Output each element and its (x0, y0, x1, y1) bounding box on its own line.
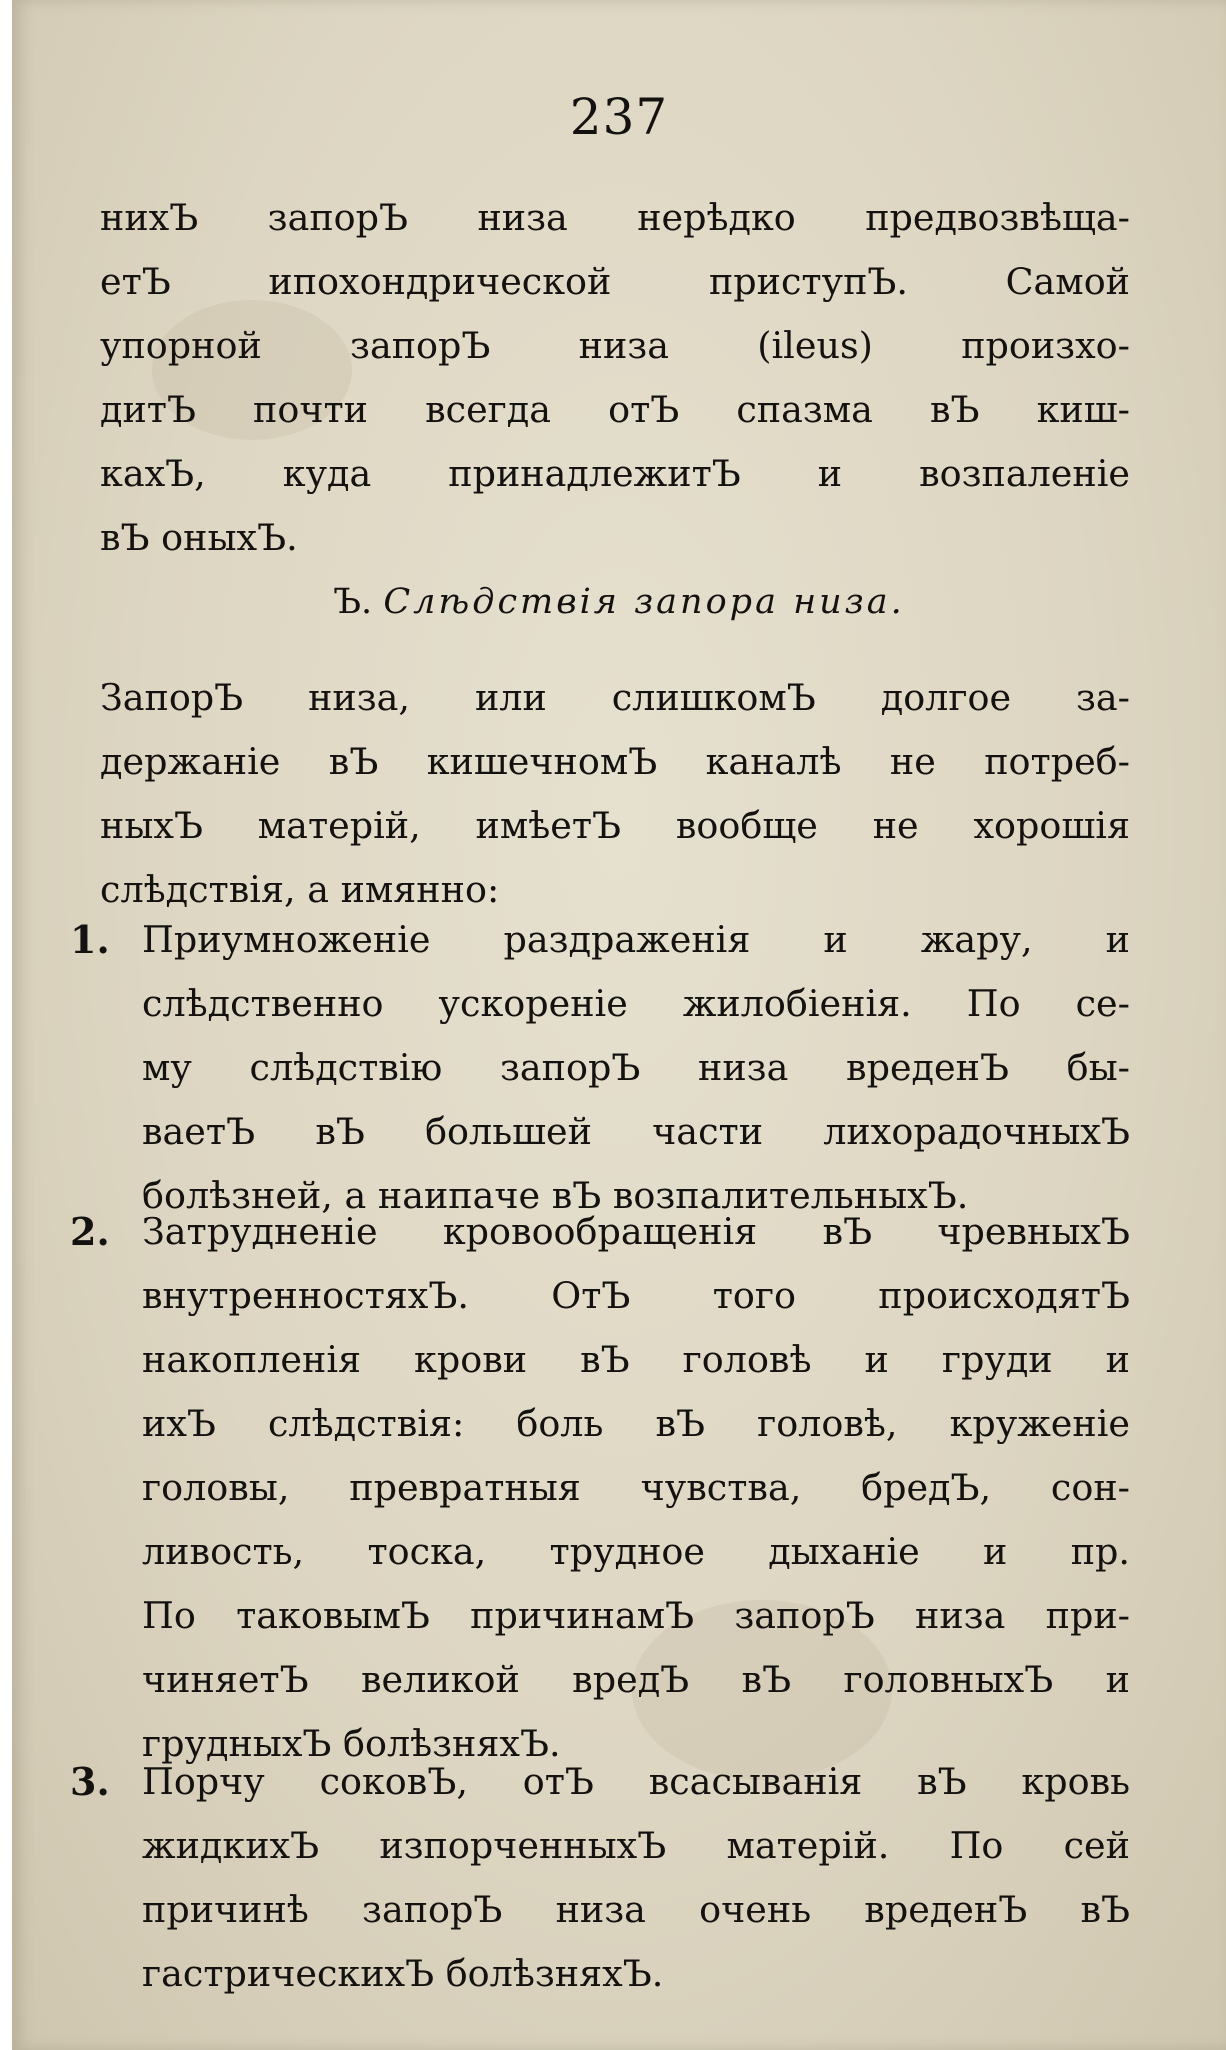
paragraph-line: кахЪ, куда принадлежитЪ и возпаленіе (100, 452, 1130, 495)
list-line: Приумноженіе раздраженія и жару, и (142, 918, 1130, 961)
list-line: внутренностяхЪ. ОтЪ того происходятЪ (142, 1274, 1130, 1317)
list-line: жидкихЪ изпорченныхЪ матерій. По сей (142, 1824, 1130, 1867)
list-line: головы, превратныя чувства, бредЪ, сон- (142, 1466, 1130, 1509)
paragraph-line: етЪ ипохондрической приступЪ. Самой (100, 260, 1130, 303)
list-line: болѣзней, а наипаче вЪ возпалительныхЪ. (142, 1174, 969, 1217)
page-number: 237 (569, 88, 669, 146)
list-line: Затрудненіе кровообращенія вЪ чревныхЪ (142, 1210, 1130, 1253)
list-line: ихЪ слѣдствія: боль вЪ головѣ, круженіе (142, 1402, 1130, 1445)
list-line: слѣдственно ускореніе жилобіенія. По се- (142, 982, 1130, 1025)
paragraph-line: вЪ оныхЪ. (100, 516, 298, 559)
list-line: По таковымЪ причинамЪ запорЪ низа при- (142, 1594, 1130, 1637)
list-line: ливость, тоска, трудное дыханіе и пр. (142, 1530, 1130, 1573)
list-number: 3. (70, 1759, 110, 1804)
list-line: Порчу соковЪ, отЪ всасыванія вЪ кровь (142, 1760, 1130, 1803)
book-page (12, 0, 1226, 2050)
section-heading (12, 570, 1226, 634)
opening-paragraph (100, 186, 1130, 570)
list-number: 1. (70, 917, 110, 962)
list-line: чиняетЪ великой вредЪ вЪ головныхЪ и (142, 1658, 1130, 1701)
intro-paragraph (100, 666, 1130, 922)
list-line: накопленія крови вЪ головѣ и груди и (142, 1338, 1130, 1381)
paragraph-line: ЗапорЪ низа, или слишкомЪ долгое за- (100, 676, 1130, 719)
section-letter: Ъ. (333, 582, 373, 622)
list-line: ваетЪ вЪ большей части лихорадочныхЪ (142, 1110, 1130, 1153)
paragraph-line: нихЪ запорЪ низа нерѣдко предвозвѣща- (100, 196, 1130, 239)
list-line: причинѣ запорЪ низа очень вреденЪ вЪ (142, 1888, 1130, 1931)
paragraph-line: ныхЪ матерій, имѣетЪ вообще не хорошія (100, 804, 1130, 847)
paragraph-line: держаніе вЪ кишечномЪ каналѣ не потреб- (100, 740, 1130, 783)
list-line: грудныхЪ болѣзняхЪ. (142, 1722, 561, 1765)
list-line: му слѣдствію запорЪ низа вреденЪ бы- (142, 1046, 1130, 1089)
paragraph-line: дитЪ почти всегда отЪ спазма вЪ киш- (100, 388, 1130, 431)
list-line: гастрическихЪ болѣзняхЪ. (142, 1952, 664, 1995)
list-number: 2. (70, 1209, 110, 1254)
section-title: Слѣдствія запора низа. (383, 582, 905, 622)
paragraph-line: упорной запорЪ низа (ileus) произхо- (100, 324, 1130, 367)
paragraph-line: слѣдствія, а имянно: (100, 868, 500, 911)
